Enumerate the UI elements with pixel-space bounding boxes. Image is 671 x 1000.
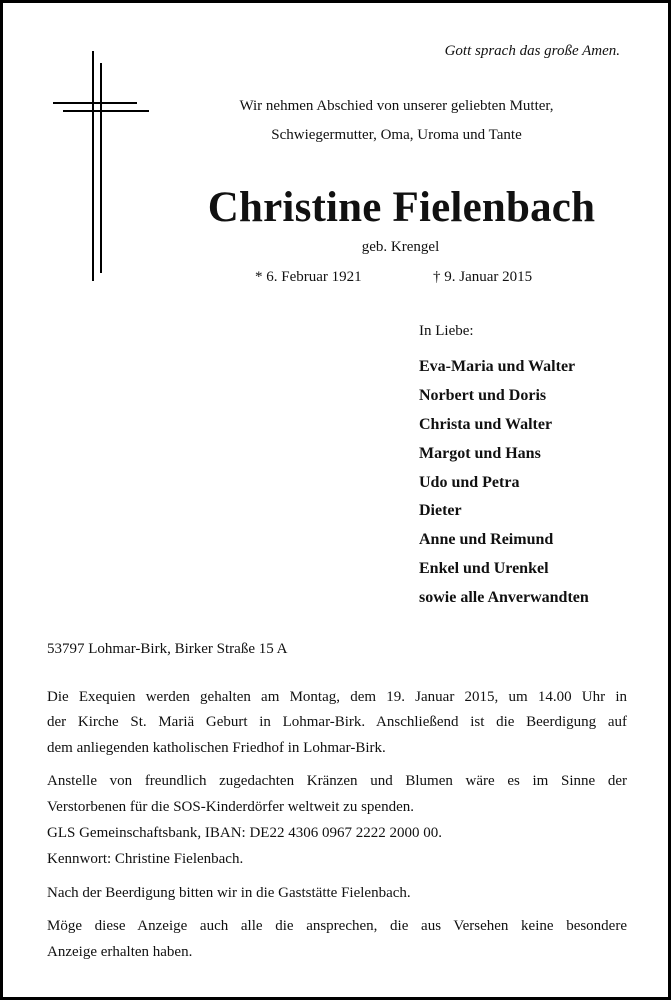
intro-line-1: Wir nehmen Abschied von unserer geliebten Mutter, [239,98,554,114]
mourners-list [419,356,589,616]
mourner-name: Anne und Reimund [419,531,554,549]
body-line-6: GLS Gemeinschaftsbank, IBAN: DE22 4306 0967 2222 2000 00. [47,825,442,841]
maiden-name: geb. Krengel [361,239,440,255]
body-line-5: Verstorbenen für die SOS-Kinderdörfer weltweit zu spenden. [47,799,414,815]
body-line-3: dem anliegenden katholischen Friedhof in Lohmar-Birk. [47,740,386,756]
body-line-7: Kennwort: Christine Fielenbach. [47,851,244,867]
body-line-9: Möge diese Anzeige auch alle die ansprechen, die aus Versehen keine besondere [47,918,627,934]
body-line-2: der Kirche St. Mariä Geburt in Lohmar-Birk. Anschließend ist die Beerdigung auf [47,714,627,730]
mourner-name: Christa und Walter [419,415,553,433]
body-line-10: Anzeige erhalten haben. [47,944,193,960]
motto: Gott sprach das große Amen. [444,43,620,59]
mourner-name: sowie alle Anverwandten [419,589,589,607]
intro-line-2: Schwiegermutter, Oma, Uroma und Tante [271,127,522,143]
mourner-name: Margot und Hans [419,444,541,462]
birth-date: * 6. Februar 1921 [255,269,362,285]
mourner-name: Enkel und Urenkel [419,560,549,578]
body-line-8: Nach der Beerdigung bitten wir in die Gaststätte Fielenbach. [47,885,411,901]
address: 53797 Lohmar-Birk, Birker Straße 15 A [47,641,288,657]
mourner-name: Eva-Maria und Walter [419,358,576,375]
deceased-name: Christine Fielenbach [207,184,596,231]
mourner-name: Norbert und Doris [419,386,547,404]
mourner-name: Dieter [419,502,462,520]
body-line-1: Die Exequien werden gehalten am Montag, dem 19. Januar 2015, um 14.00 Uhr in [47,689,627,705]
mourner-name: Udo und Petra [419,473,520,491]
mourners-heading: In Liebe: [419,323,474,339]
death-date: † 9. Januar 2015 [433,269,533,285]
body-line-4: Anstelle von freundlich zugedachten Kränzen und Blumen wäre es im Sinne der [47,773,627,789]
